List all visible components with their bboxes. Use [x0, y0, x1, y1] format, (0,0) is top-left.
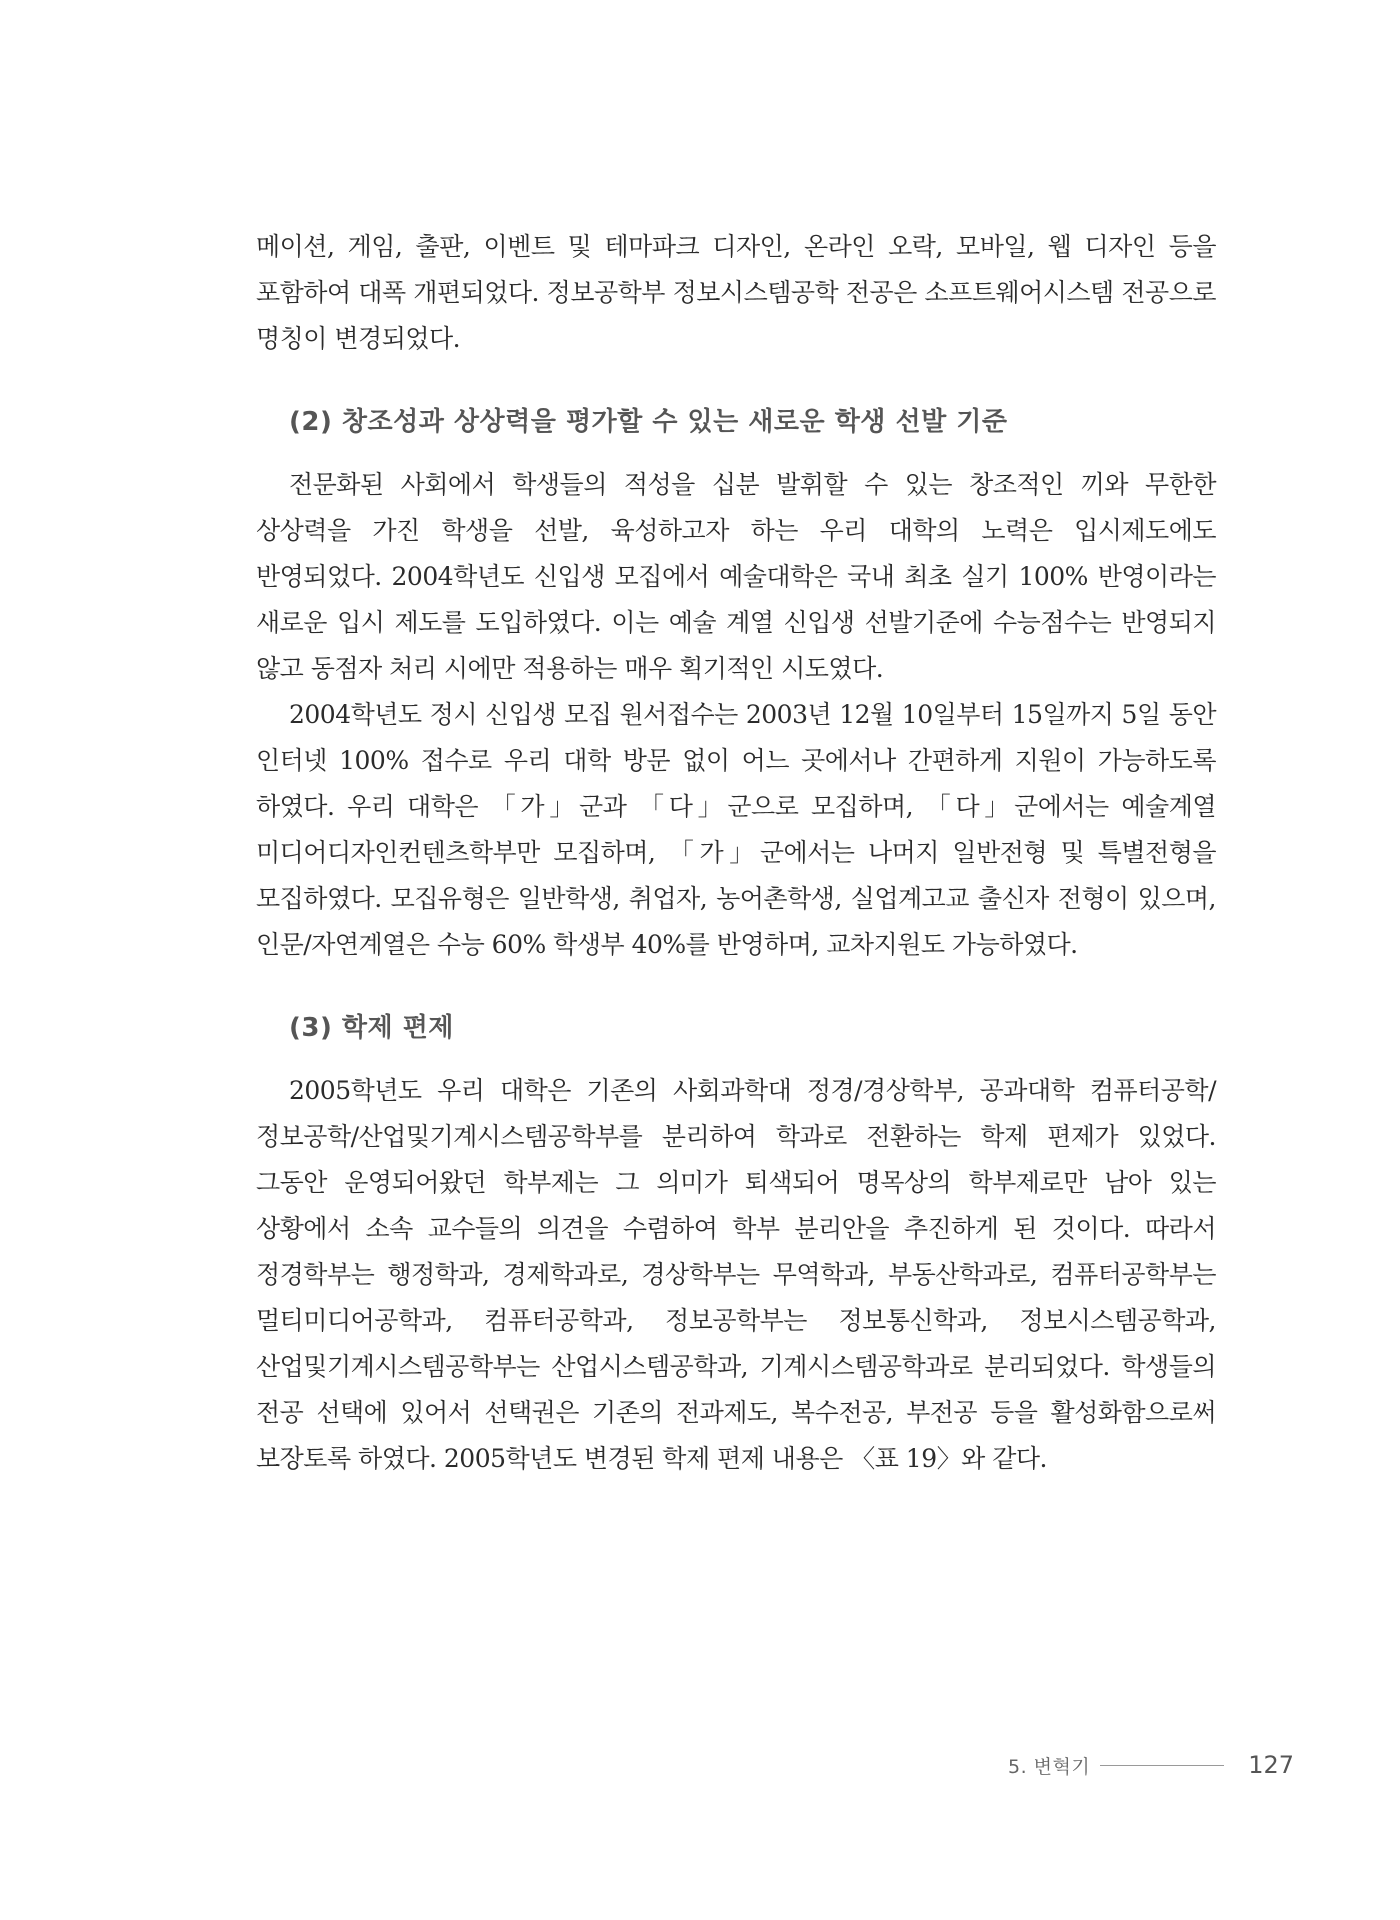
chapter-label: 5. 변혁기: [1008, 1755, 1091, 1778]
intro-paragraph: 메이션, 게임, 출판, 이벤트 및 테마파크 디자인, 온라인 오락, 모바일, 웹 디자인 등을 포함하여 대폭 개편되었다. 정보공학부 정보시스템공학 전공은 소프트웨어시스템 전공으로 명칭이 변경되었다.: [256, 232, 1216, 353]
section-heading-academic-structure: (3) 학제 편제: [289, 1013, 454, 1043]
section-heading-admission: (2) 창조성과 상상력을 평가할 수 있는 새로운 학생 선발 기준: [289, 407, 1008, 437]
page-footer: [1008, 1745, 1298, 1785]
page-number: 127: [1248, 1751, 1295, 1779]
page-body: [256, 224, 1216, 1482]
footer-divider: [1100, 1765, 1224, 1766]
admission-paragraph-2: 2004학년도 정시 신입생 모집 원서접수는 2003년 12월 10일부터 15일까지 5일 동안 인터넷 100% 접수로 우리 대학 방문 없이 어느 곳에서나 간편하게 지원이 가능하도록 하였다. 우리 대학은 「가」군과 「다」군으로 모집하며, 「다」군에서는 예술계열 미디어디자인컨텐츠학부만 모집하며, 「가」군에서는 나머지 일반전형 및 특별전형을 모집하였다. 모집유형은 일반학생, 취업자, 농어촌학생, 실업계고교 출신자 전형이 있으며, 인문/자연계열은 수능 60% 학생부 40%를 반영하며, 교차지원도 가능하였다.: [256, 700, 1216, 959]
academic-structure-paragraph: 2005학년도 우리 대학은 기존의 사회과학대 정경/경상학부, 공과대학 컴퓨터공학/정보공학/산업및기계시스템공학부를 분리하여 학과로 전환하는 학제 편제가 있었다. 그동안 운영되어왔던 학부제는 그 의미가 퇴색되어 명목상의 학부제로만 남아 있는 상황에서 소속 교수들의 의견을 수렴하여 학부 분리안을 추진하게 된 것이다. 따라서 정경학부는 행정학과, 경제학과로, 경상학부는 무역학과, 부동산학과로, 컴퓨터공학부는 멀티미디어공학과, 컴퓨터공학과, 정보공학부는 정보통신학과, 정보시스템공학과, 산업및기계시스템공학부는 산업시스템공학과, 기계시스템공학과로 분리되었다. 학생들의 전공 선택에 있어서 선택권은 기존의 전과제도, 복수전공, 부전공 등을 활성화함으로써 보장토록 하였다. 2005학년도 변경된 학제 편제 내용은 〈표 19〉와 같다.: [256, 1076, 1216, 1473]
admission-paragraph-1: 전문화된 사회에서 학생들의 적성을 십분 발휘할 수 있는 창조적인 끼와 무한한 상상력을 가진 학생을 선발, 육성하고자 하는 우리 대학의 노력은 입시제도에도 반영되었다. 2004학년도 신입생 모집에서 예술대학은 국내 최초 실기 100% 반영이라는 새로운 입시 제도를 도입하였다. 이는 예술 계열 신입생 선발기준에 수능점수는 반영되지 않고 동점자 처리 시에만 적용하는 매우 획기적인 시도였다.: [256, 470, 1216, 683]
